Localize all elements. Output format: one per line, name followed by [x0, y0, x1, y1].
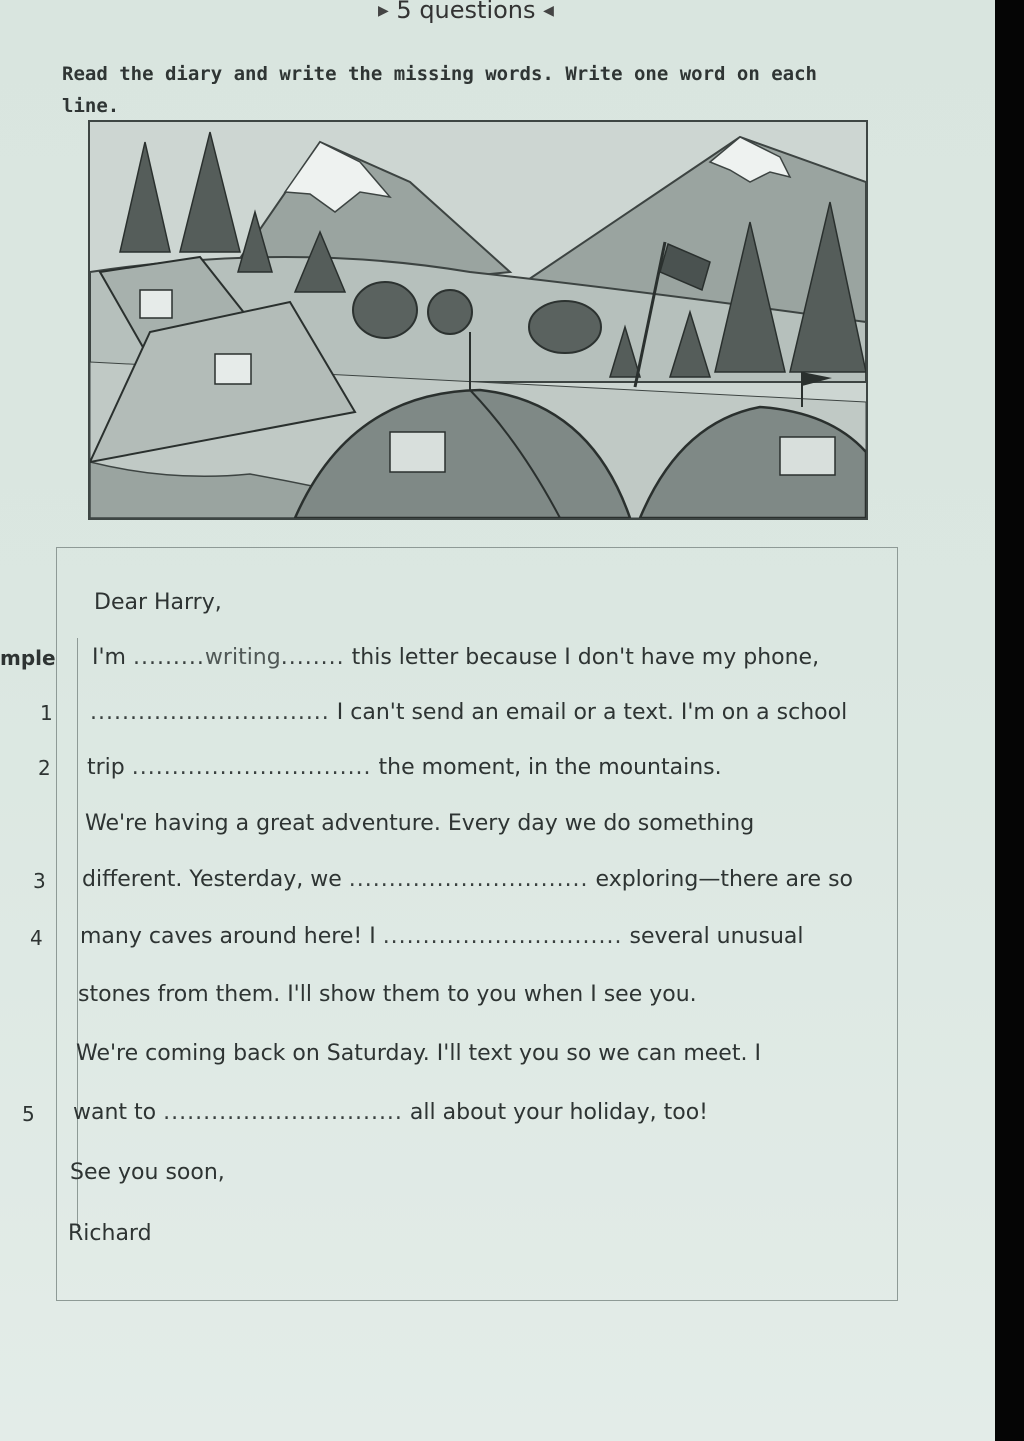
question-number-1: 1 — [40, 701, 53, 725]
instructions: Read the diary and write the missing words. Write one word on each line. — [62, 63, 817, 117]
right-arrow-icon: ▶ — [378, 3, 389, 19]
letter-greeting: Dear Harry, — [94, 590, 222, 615]
answer-blank-1[interactable]: .............................. — [90, 700, 330, 725]
letter-paragraph-3: stones from them. I'll show them to you when I see you. — [78, 982, 697, 1007]
letter-paragraph-2: We're having a great adventure. Every day we do something — [85, 811, 755, 836]
question-count: ▶ 5 questions ◀ — [378, 0, 554, 24]
question-line-1: .............................. I can't send an email or a text. I'm on a school — [90, 700, 848, 725]
question-line-2: trip .............................. the moment, in the mountains. — [87, 755, 722, 780]
question-number-2: 2 — [38, 756, 51, 780]
question-number-5: 5 — [22, 1102, 35, 1126]
question-number-4: 4 — [30, 926, 43, 950]
letter-signature: Richard — [68, 1221, 152, 1246]
photo-dark-edge — [995, 0, 1024, 1441]
question-number-3: 3 — [33, 869, 46, 893]
letter-paragraph-4: We're coming back on Saturday. I'll text you so we can meet. I — [76, 1041, 761, 1066]
margin-rule — [77, 638, 78, 1228]
example-answer: writing — [204, 645, 281, 670]
camp-scene-drawing — [90, 122, 866, 518]
camping-illustration — [88, 120, 868, 520]
question-line-4: many caves around here! I .............................. several unusual — [80, 924, 804, 949]
example-line: I'm .........writing........ this letter because I don't have my phone, — [92, 645, 820, 670]
question-line-5: want to .............................. all about your holiday, too! — [73, 1100, 708, 1125]
answer-blank-5[interactable]: .............................. — [163, 1100, 403, 1125]
answer-blank-3[interactable]: .............................. — [348, 867, 589, 892]
letter-closing: See you soon, — [70, 1160, 225, 1185]
answer-blank-4[interactable]: .............................. — [382, 924, 623, 949]
left-arrow-icon: ◀ — [543, 3, 554, 19]
answer-blank-2[interactable]: .............................. — [131, 755, 372, 780]
example-label: mple — [0, 646, 56, 670]
question-line-3: different. Yesterday, we .............................. exploring—there are so — [82, 867, 854, 892]
